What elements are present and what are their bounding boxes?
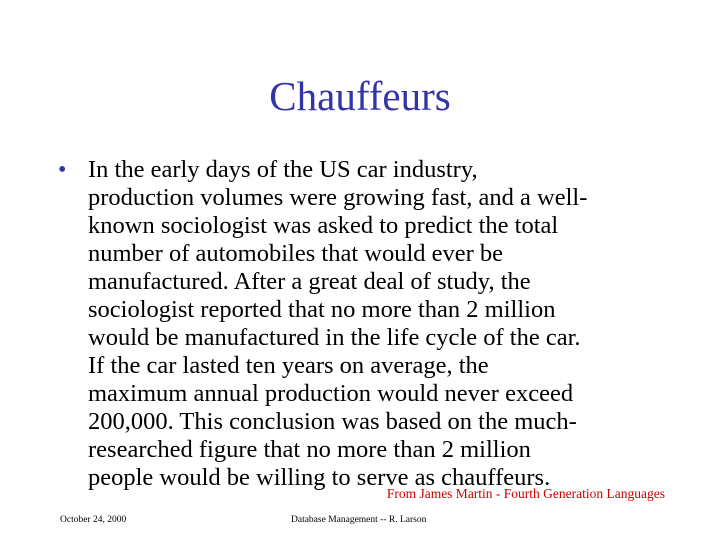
bullet-text-line: number of automobiles that would ever be [88,240,504,267]
bullet-text-line: people would be willing to serve as chauffeurs. [88,464,551,491]
bullet-text-line: If the car lasted ten years on average, the [88,352,489,379]
bullet-list [58,156,668,492]
bullet-text-line: sociologist reported that no more than 2 million [88,296,556,323]
bullet-text-line: In the early days of the US car industry, [88,156,478,183]
bullet-text-line: 200,000. This conclusion was based on the much- [88,408,577,435]
bullet-item [58,156,668,492]
bullet-text-line: researched figure that no more than 2 million [88,436,531,463]
bullet-text-line: known sociologist was asked to predict the total [88,212,559,239]
bullet-text-line: production volumes were growing fast, and a well- [88,184,588,211]
footer-author: Database Management -- R. Larson [291,515,427,525]
bullet-text-line: would be manufactured in the life cycle of the car. [88,324,581,351]
bullet-text-line: maximum annual production would never exceed [88,380,574,407]
footer-date: October 24, 2000 [60,515,127,525]
slide-title: Chauffeurs [269,73,451,119]
bullet-marker: • [58,157,67,183]
source-credit: From James Martin - Fourth Generation Languages [386,486,665,501]
bullet-text-line: manufactured. After a great deal of study, the [88,268,531,295]
